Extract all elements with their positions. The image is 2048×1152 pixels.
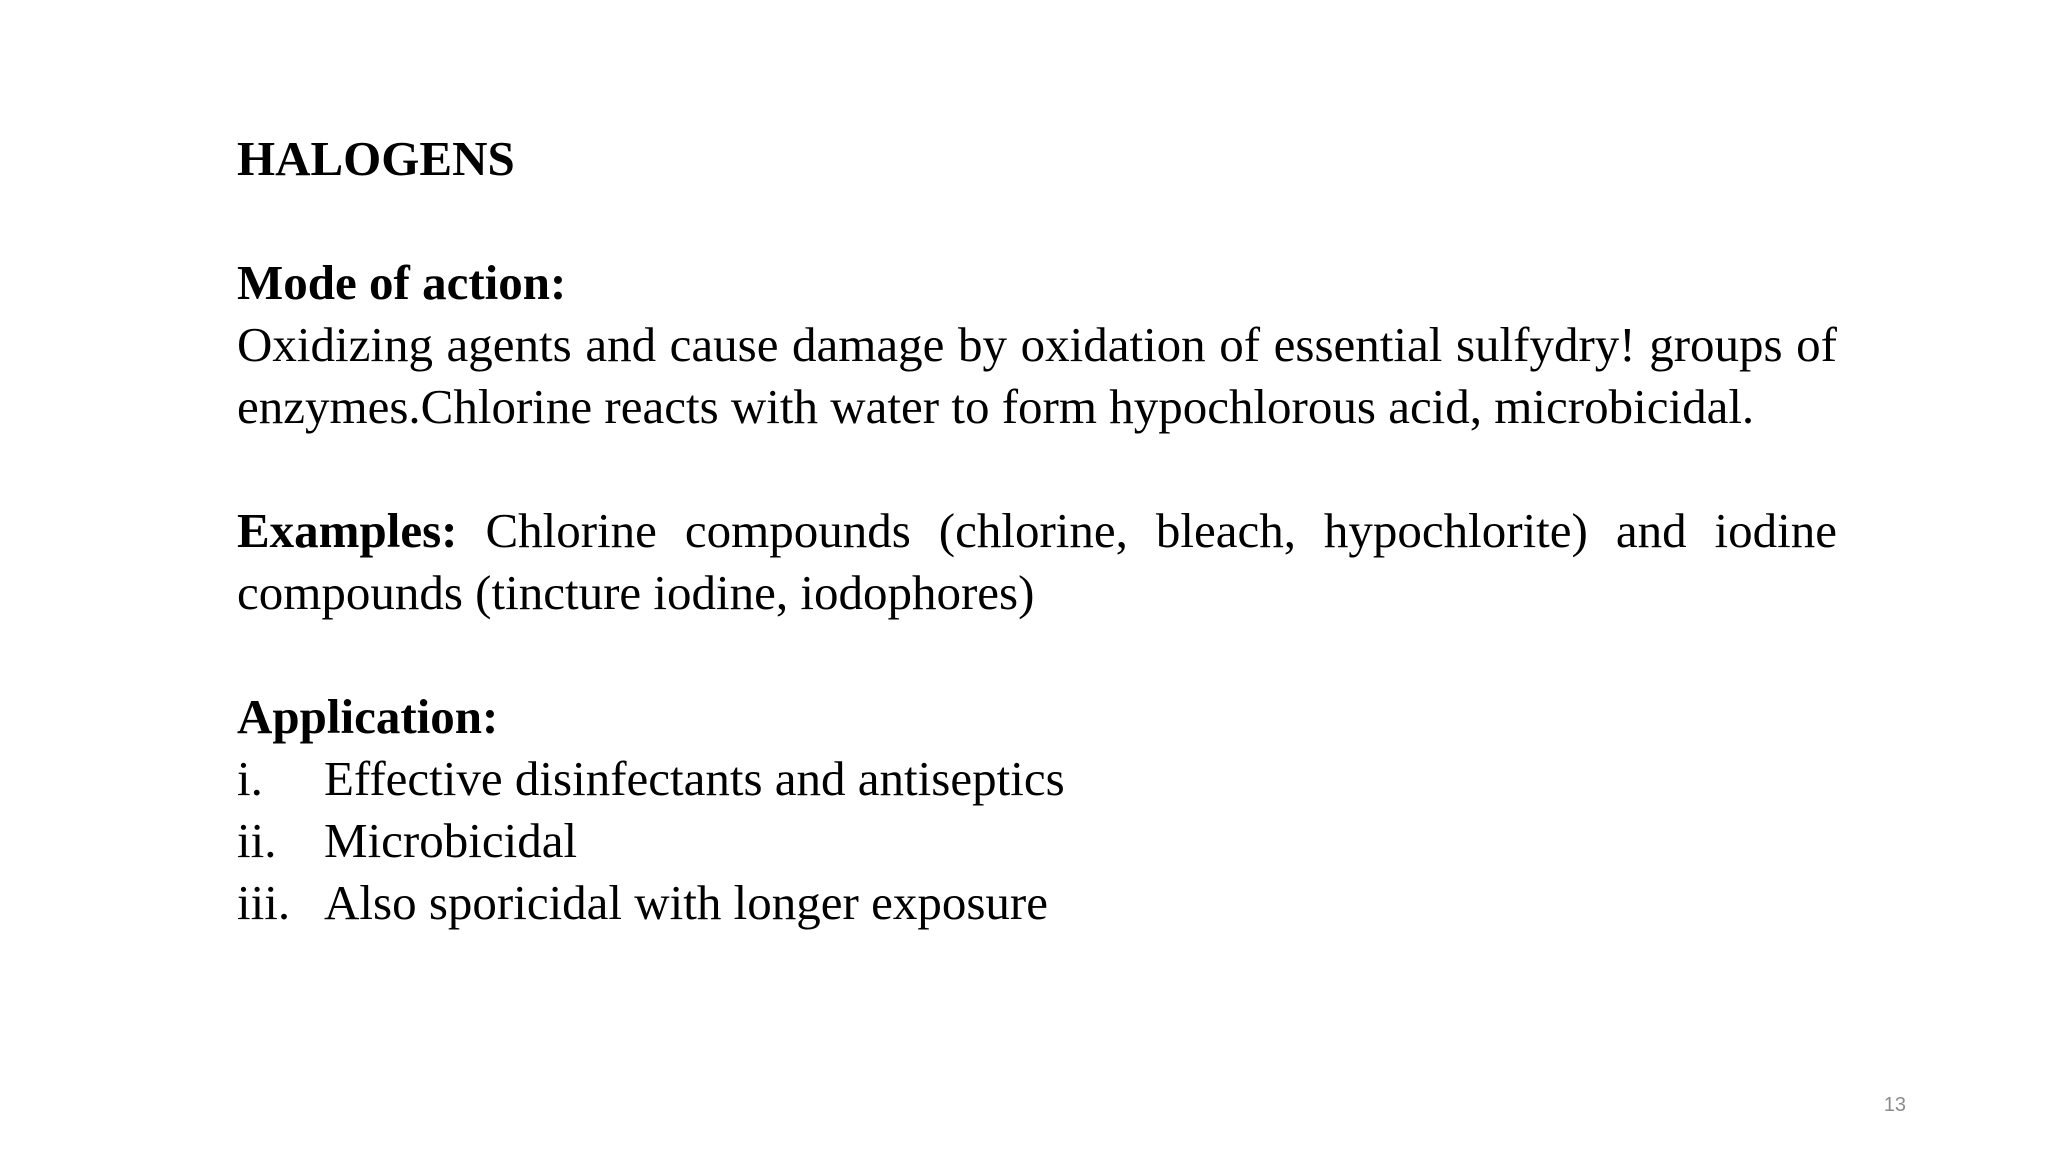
spacer bbox=[237, 190, 1837, 252]
application-list bbox=[237, 748, 1837, 934]
spacer bbox=[237, 624, 1837, 686]
list-item-text: Effective disinfectants and antiseptics bbox=[324, 751, 1065, 806]
list-item bbox=[237, 748, 1837, 810]
list-item bbox=[237, 810, 1837, 872]
spacer bbox=[237, 438, 1837, 500]
page-number: 13 bbox=[1883, 1094, 1906, 1116]
list-marker: ii. bbox=[237, 813, 277, 868]
list-item-text: Also sporicidal with longer exposure bbox=[324, 875, 1048, 930]
list-marker: i. bbox=[237, 751, 263, 806]
examples-label: Examples: bbox=[237, 503, 458, 558]
examples-text: Chlorine compounds (chlorine, bleach, hypochlorite) and iodine compounds (tincture iodine, iodophores) bbox=[237, 503, 1837, 620]
mode-of-action-heading: Mode of action: bbox=[237, 255, 567, 310]
slide-content bbox=[237, 128, 1837, 934]
application-heading: Application: bbox=[237, 689, 499, 744]
mode-of-action-text: Oxidizing agents and cause damage by oxidation of essential sulfydry! groups of enzymes.Chlorine reacts with water to form hypochlorous acid, microbicidal. bbox=[237, 317, 1837, 434]
list-item bbox=[237, 872, 1837, 934]
list-marker: iii. bbox=[237, 875, 291, 930]
list-item-text: Microbicidal bbox=[324, 813, 578, 868]
slide-title: HALOGENS bbox=[237, 131, 515, 186]
examples-paragraph bbox=[237, 500, 1837, 624]
